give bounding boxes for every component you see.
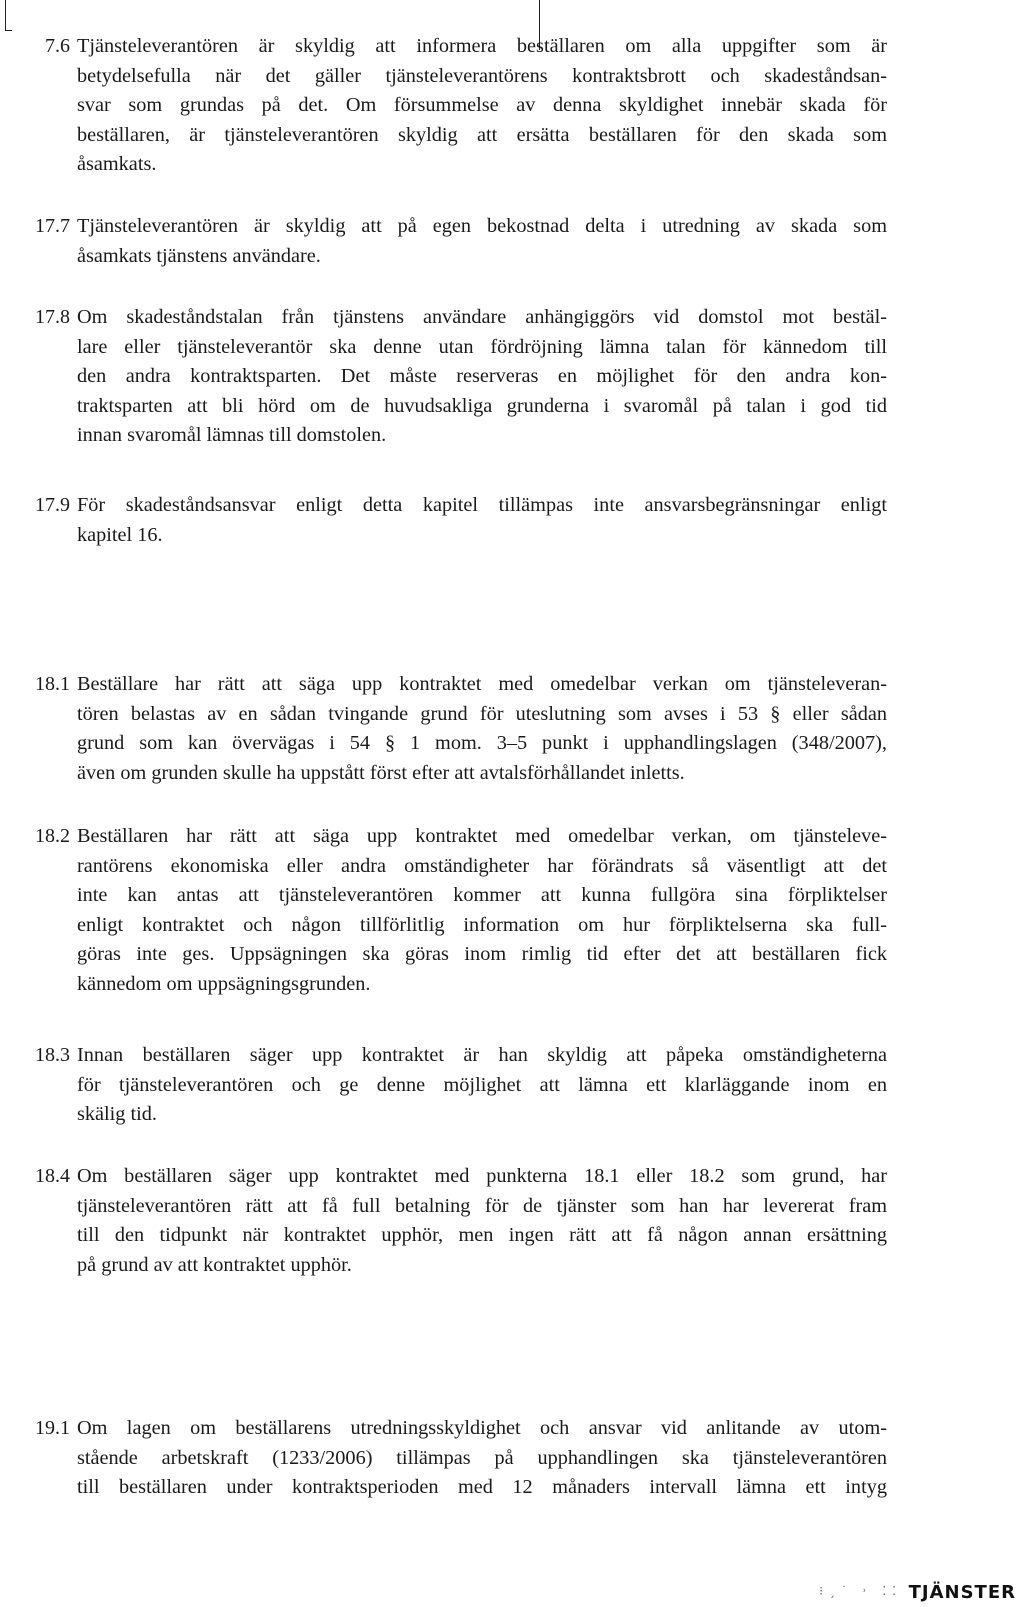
clause-text [77,1162,887,1280]
scan-mark-left [5,0,6,30]
footer-label: TJÄNSTER [908,1582,1016,1603]
text-line: tjänsteleverantören rätt att få full betalning för de tjänster som han har levererat fram [77,1194,887,1217]
clause-text [77,670,887,788]
text-line: åsamkats tjänstens användare. [77,244,321,267]
text-line: åsamkats. [77,153,157,176]
scan-mark-left-tick [5,30,12,31]
text-line: för tjänsteleverantören och ge denne möjlighet att lämna ett klarläggande inom en [77,1073,887,1096]
text-line: Beställaren har rätt att säga upp kontraktet med omedelbar verkan, om tjänsteleve- [77,825,887,847]
clause-number: 18.1 [35,673,70,695]
text-line: skälig tid. [77,1103,157,1126]
clause-number: 7.6 [45,35,70,57]
clause-text [77,303,887,451]
clause-text [77,32,887,180]
text-line: kapitel 16. [77,523,163,546]
text-line: Beställare har rätt att säga upp kontraktet med omedelbar verkan om tjänsteleveran- [77,673,887,695]
text-line: lare eller tjänsteleverantör ska denne utan fördröjning lämna talan för kännedom till [77,335,887,358]
clause-number: 18.3 [35,1044,70,1066]
text-line: För skadeståndsansvar enligt detta kapitel tillämpas inte ansvarsbegränsningar enligt [77,494,887,516]
text-line: traktsparten att bli hörd om de huvudsakliga grunderna i svaromål på talan i god tid [77,394,887,417]
clause-number: 18.2 [35,825,70,847]
text-line: göras inte ges. Uppsägningen ska göras inom rimlig tid efter det att beställaren fick [77,943,887,966]
text-line: inte kan antas att tjänsteleverantören kommer att kunna fullgöra sina förpliktelser [77,884,887,907]
text-line: Tjänsteleverantören är skyldig att informera beställaren om alla uppgifter som är [77,35,887,57]
clause-text [77,491,887,550]
text-line: på grund av att kontraktet upphör. [77,1253,352,1276]
text-line: även om grunden skulle ha uppstått först efter att avtalsförhållandet inletts. [77,761,685,784]
text-line: Om beställaren säger upp kontraktet med punkterna 18.1 eller 18.2 som grund, har [77,1165,887,1187]
text-line: Innan beställaren säger upp kontraktet är han skyldig att påpeka omständigheterna [77,1044,887,1066]
clause-text [77,1414,887,1503]
clause-number: 19.1 [35,1417,70,1439]
text-line: betydelsefulla när det gäller tjänsteleverantörens kontraktsbrott och skadeståndsan- [77,64,887,87]
clause-number: 17.9 [35,494,70,516]
text-line: rantörens ekonomiska eller andra omständigheter har förändrats så väsentligt att det [77,854,887,877]
text-line: den andra kontraktsparten. Det måste reserveras en möjlighet för den andra kon- [77,365,887,388]
text-line: till den tidpunkt när kontraktet upphör, men ingen rätt att få någon annan ersättning [77,1224,887,1247]
text-line: grund som kan övervägas i 54 § 1 mom. 3–5 punkt i upphandlingslagen (348/2007), [77,732,887,755]
text-line: tören belastas av en sådan tvingande grund för uteslutning som avses i 53 § eller sådan [77,702,887,725]
text-line: Om skadeståndstalan från tjänstens användare anhängiggörs vid domstol mot bestäl- [77,306,887,328]
text-line: svar som grundas på det. Om försummelse av denna skyldighet innebär skada för [77,94,887,117]
text-line: till beställaren under kontraktsperioden med 12 månaders intervall lämna ett intyg [77,1476,887,1499]
clause-number: 17.8 [35,306,70,328]
text-line: innan svaromål lämnas till domstolen. [77,424,387,447]
text-line: kännedom om uppsägningsgrunden. [77,972,371,995]
text-line: Tjänsteleverantören är skyldig att på egen bekostnad delta i utredning av skada som [77,215,887,237]
clause-text [77,212,887,271]
clause-text [77,822,887,1000]
text-line: beställaren, är tjänsteleverantören skyldig att ersätta beställaren för den skada som [77,123,887,146]
text-line: enligt kontraktet och någon tillförlitlig information om hur förpliktelserna ska full- [77,913,887,936]
footer-scan-specks: ⁝ˏ˙ ˒ ⁚⁚ [819,1584,902,1598]
clause-number: 18.4 [35,1165,70,1187]
text-line: Om lagen om beställarens utredningsskyldighet och ansvar vid anlitande av utom- [77,1417,887,1439]
clause-text [77,1041,887,1130]
text-line: stående arbetskraft (1233/2006) tillämpas på upphandlingen ska tjänsteleverantören [77,1446,887,1469]
clause-number: 17.7 [35,215,70,237]
